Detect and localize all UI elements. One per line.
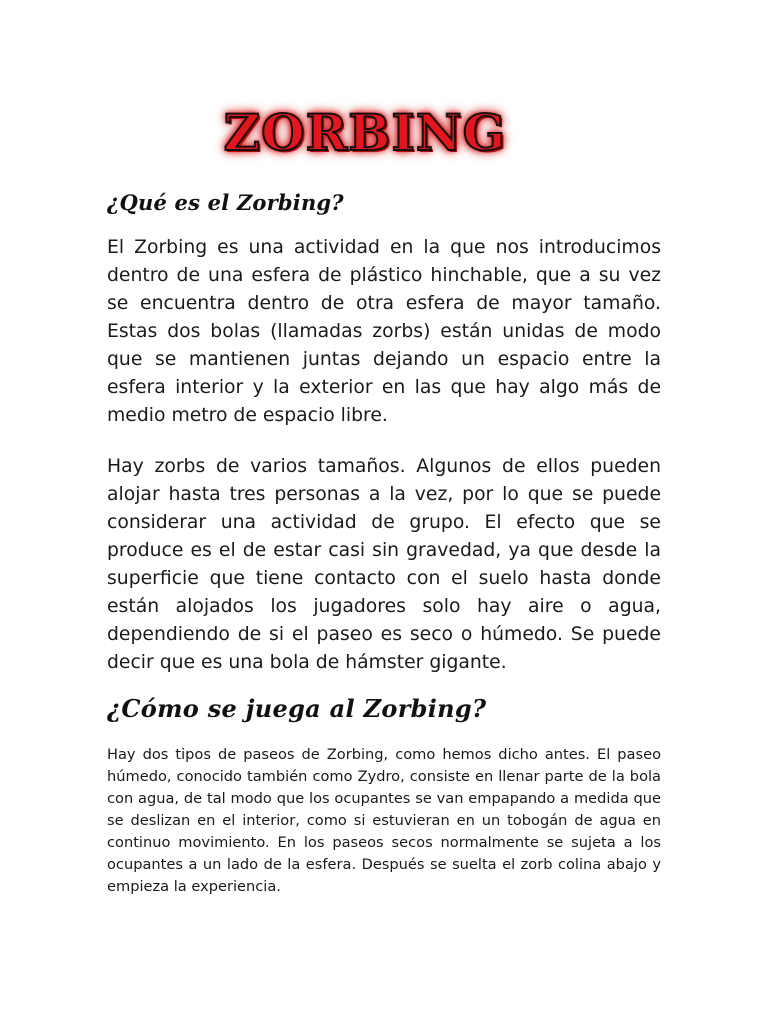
how-to-play-paragraph: Hay dos tipos de paseos de Zorbing, como hemos dicho antes. El paseo húmedo, conocido también como Zydro, consiste en llenar parte de la bola con agua, de tal modo que los ocupantes se van empapando a medida que se deslizan en el interior, como si estuvieran en un tobogán de agua en continuo movimiento. En los paseos secos normalmente se sujeta a los ocupantes a un lado de la esfera. Después se suelta el zorb colina abajo y empieza la experiencia. bbox=[107, 746, 661, 895]
section-heading-what-is: ¿Qué es el Zorbing? bbox=[107, 190, 344, 215]
zorbing-logo bbox=[223, 100, 507, 166]
sizes-paragraph: Hay zorbs de varios tamaños. Algunos de ellos pueden alojar hasta tres personas a la vez, por lo que se puede considerar una actividad de grupo. El efecto que se produce es el de estar casi sin gravedad, ya que desde la superficie que tiene contacto con el suelo hasta donde están alojados los jugadores solo hay aire o agua, dependiendo de si el paseo es seco o húmedo. Se puede decir que es una bola de hámster gigante. bbox=[107, 456, 661, 673]
section-heading-how-to-play: ¿Cómo se juega al Zorbing? bbox=[107, 694, 487, 723]
intro-paragraph: El Zorbing es una actividad en la que nos introducimos dentro de una esfera de plástico hinchable, que a su vez se encuentra dentro de otra esfera de mayor tamaño. Estas dos bolas (llamadas zorbs) están unidas de modo que se mantienen juntas dejando un espacio entre la esfera interior y la exterior en las que hay algo más de medio metro de espacio libre. bbox=[107, 237, 661, 426]
logo-text: ZORBING bbox=[223, 103, 507, 162]
